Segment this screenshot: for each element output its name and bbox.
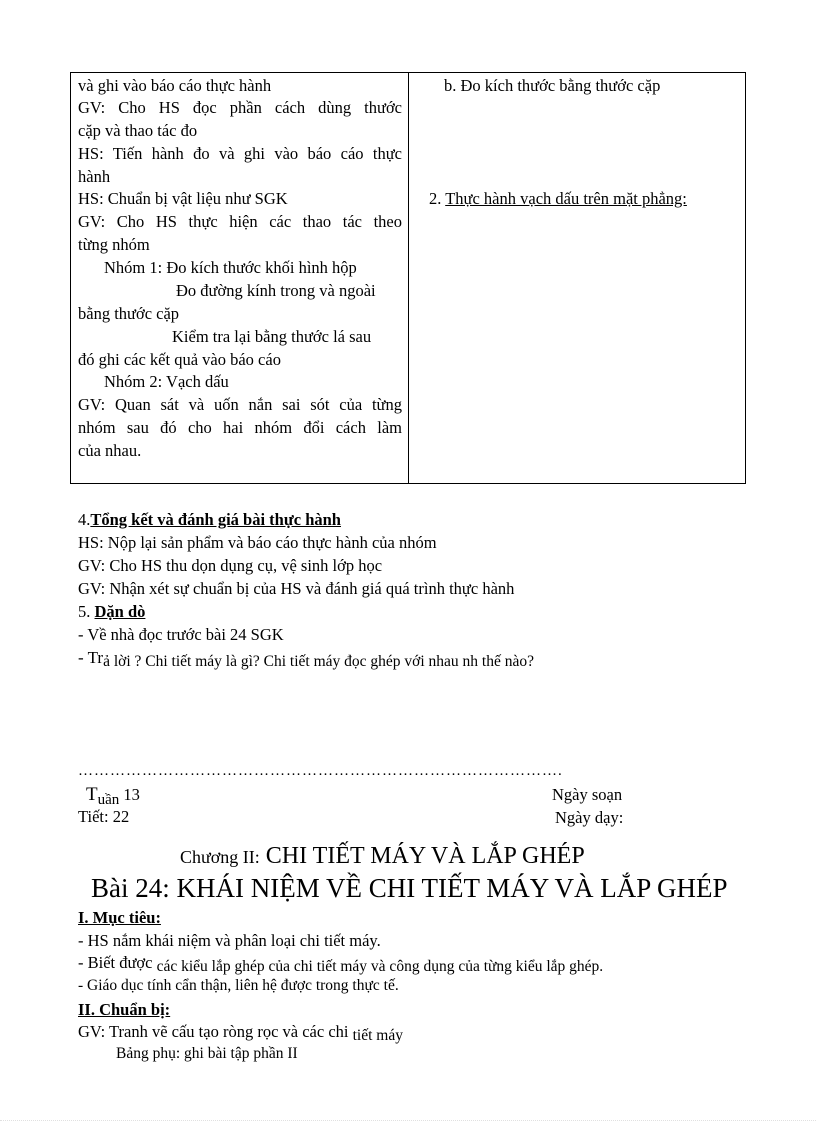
section-4-line: GV: Cho HS thu dọn dụng cụ, vệ sinh lớp học: [78, 556, 383, 575]
line-start: GV: Tranh vẽ cấu tạo ròng rọc và các chi: [78, 1022, 349, 1041]
preparation-line: [78, 1022, 403, 1042]
table-right-item-2: [429, 189, 687, 209]
table-column-divider: [408, 72, 409, 484]
objectives-line: - HS nắm khái niệm và phân loại chi tiết máy.: [78, 931, 381, 950]
section-title: Tổng kết và đánh giá bài thực hành: [90, 510, 341, 529]
objectives-line: - Giáo dục tính cẩn thận, liên hệ được trong thực tế.: [78, 977, 399, 994]
table-left-line: GV: Cho HS thực hiện các thao tác theo: [78, 212, 402, 231]
table-left-line: từng nhóm: [78, 235, 150, 254]
item-number: 2.: [429, 189, 442, 208]
table-right-b: b. Đo kích thước bằng thước cặp: [444, 76, 661, 95]
item-heading: Thực hành vạch dấu trên mặt phẳng:: [445, 189, 687, 208]
table-left-line: nhóm sau đó cho hai nhóm đổi cách làm: [78, 418, 402, 437]
lesson-title: Bài 24: KHÁI NIỆM VỀ CHI TIẾT MÁY VÀ LẮP GHÉP: [91, 873, 728, 903]
table-left-line: GV: Quan sát và uốn nắn sai sót của từng: [78, 395, 402, 414]
period-label: Tiết: 22: [78, 807, 130, 826]
objectives-line: [78, 953, 603, 973]
week-label: [86, 784, 140, 806]
section-4-line: HS: Nộp lại sản phẩm và báo cáo thực hành của nhóm: [78, 533, 437, 552]
section-5-line: [78, 648, 534, 668]
week-rest: uần: [97, 792, 120, 808]
table-left-line: Nhóm 2: Vạch dấu: [104, 372, 229, 391]
line-start: - Tr: [78, 648, 104, 667]
table-left-line: HS: Chuẩn bị vật liệu như SGK: [78, 189, 288, 208]
section-5-line: - Về nhà đọc trước bài 24 SGK: [78, 625, 284, 644]
table-left-line: Kiểm tra lại bằng thước lá sau: [172, 327, 372, 346]
section-number: 4.: [78, 510, 91, 529]
line-start: - Biết được: [78, 953, 153, 972]
table-left-line: HS: Tiến hành đo và ghi vào báo cáo thực: [78, 144, 402, 163]
table-left-line: cặp và thao tác đo: [78, 121, 198, 140]
preparation-heading: II. Chuẩn bị:: [78, 1000, 171, 1019]
preparation-line: Bảng phụ: ghi bài tập phần II: [116, 1045, 298, 1062]
chapter-name: CHI TIẾT MÁY VÀ LẮP GHÉP: [265, 843, 585, 869]
line-rest: tiết máy: [352, 1027, 403, 1044]
table-left-line: hành: [78, 167, 111, 186]
chapter-title: [180, 843, 585, 870]
chapter-prefix: Chương II:: [180, 847, 260, 867]
line-rest: ả lời ? Chi tiết máy là gì? Chi tiết máy đọc ghép với nhau nh thế nào?: [103, 653, 534, 670]
page-bottom-edge: [0, 1120, 816, 1121]
week-t: T: [86, 784, 98, 805]
section-5-heading: [78, 602, 145, 622]
table-left-line: và ghi vào báo cáo thực hành: [78, 76, 272, 95]
section-number: 5.: [78, 602, 91, 621]
section-4-line: GV: Nhận xét sự chuẩn bị của HS và đánh giá quá trình thực hành: [78, 579, 515, 598]
table-left-line: GV: Cho HS đọc phần cách dùng thước: [78, 98, 402, 117]
table-left-line: bằng thước cặp: [78, 304, 180, 323]
table-left-line: Nhóm 1: Đo kích thước khối hình hộp: [104, 258, 357, 277]
line-rest: các kiểu lắp ghép của chi tiết máy và công dụng của từng kiểu lắp ghép.: [156, 958, 604, 975]
table-left-line: của nhau.: [78, 441, 142, 460]
objectives-heading: I. Mục tiêu:: [78, 908, 161, 927]
table-left-line: Đo đường kính trong và ngoài: [176, 281, 376, 300]
section-4-heading: [78, 510, 341, 530]
table-left-line: đó ghi các kết quả vào báo cáo: [78, 350, 281, 369]
section-title: Dặn dò: [94, 602, 146, 621]
prep-date-label: Ngày soạn: [552, 785, 623, 804]
teach-date-label: Ngày dạy:: [555, 808, 624, 827]
week-number: 13: [123, 785, 140, 804]
dotted-divider: ……………………………………………………………………………….: [78, 763, 563, 779]
